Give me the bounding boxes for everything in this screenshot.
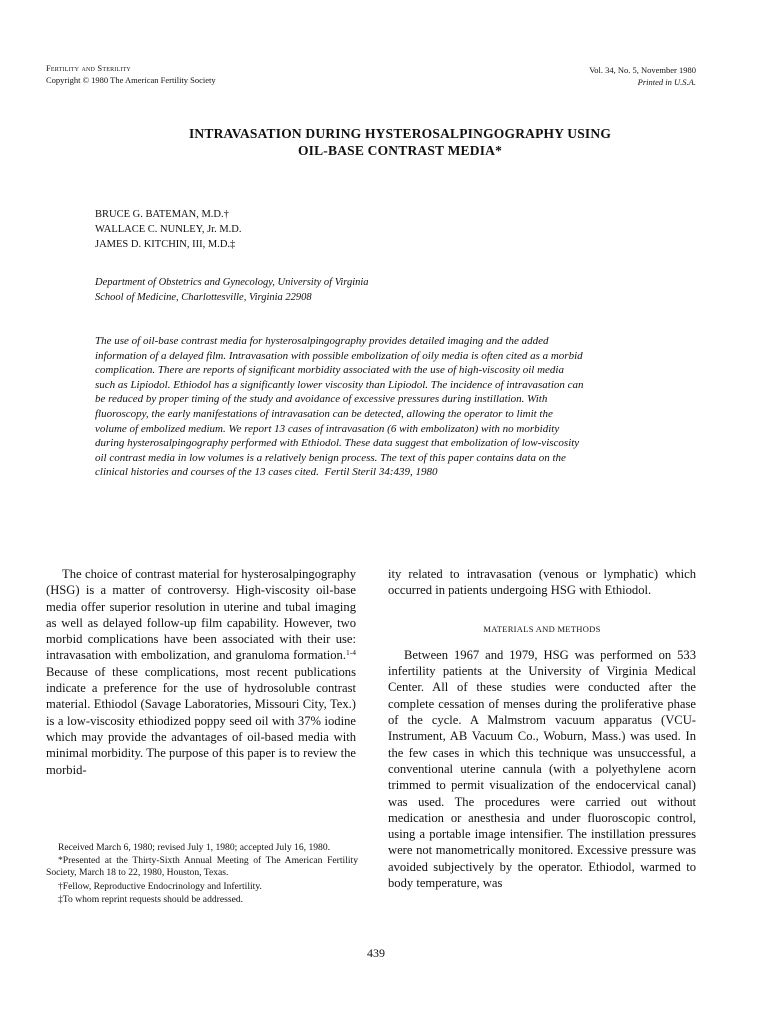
affiliation-line-1: Department of Obstetrics and Gynecology, University of Virginia	[95, 277, 369, 288]
printed-location: Printed in U.S.A.	[637, 77, 696, 87]
author-3: JAMES D. KITCHIN, III, M.D.‡	[95, 239, 236, 250]
abstract-text: The use of oil-base contrast media for hysterosalpingography provides detailed imaging and the added information of a delayed film. Intravasation with possible embolization of oily media is often cited as a morbid complication. There are reports of significant morbidity associated with the use of high-viscosity oil media such as Lipiodol. Ethiodol has a significantly lower viscosity than Lipiodol. The incidence of intravasation can be reduced by proper timing of the study and avoidance of excessive pressures during instillation. With fluoroscopy, the early manifestations of intravasation can be detected, allowing the operator to limit the volume of embolized medium. We report 13 cases of intravasation (6 with embolizaton) with no morbidity during hysterosalpingography performed with Ethiodol. These data suggest that embolization of low-viscosity oil contrast media in low volumes is a relatively benign process. The text of this paper contains data on the clinical histories and courses of the 13 cases cited.	[95, 335, 584, 479]
footnote-fellow: †Fellow, Reproductive Endocrinology and Infertility.	[58, 880, 262, 892]
copyright-line: Copyright © 1980 The American Fertility Society	[46, 75, 216, 85]
footnotes	[46, 842, 358, 907]
section-heading-methods: MATERIALS AND METHODS	[483, 623, 601, 634]
footnote-reprint: ‡To whom reprint requests should be addressed.	[58, 893, 244, 905]
title-line-1: INTRAVASATION DURING HYSTEROSALPINGOGRAPHY USING	[188, 126, 612, 141]
body-column-left	[46, 566, 356, 778]
body-column-right	[388, 566, 696, 891]
abstract-citation: Fertil Steril 34:439, 1980	[324, 466, 438, 479]
intro-continuation: ity related to intravasation (venous or lymphatic) which occurred in patients undergoing HSG with Ethiodol.	[388, 567, 696, 598]
journal-name: Fertility and Sterility	[46, 63, 131, 73]
title-line-2: OIL-BASE CONTRAST MEDIA*	[297, 143, 503, 158]
footnote-presented: *Presented at the Thirty-Sixth Annual Meeting of The American Fertility Society, March 18 to 22, 1980, Houston, Texas.	[46, 855, 358, 879]
affiliation-line-2: School of Medicine, Charlottesville, Virginia 22908	[95, 292, 312, 303]
intro-text-b: Because of these complications, most recent publications indicate a preference for the use of hydrosoluble contrast material. Ethiodol (Savage Laboratories, Missouri City, Tex.) is a low-viscosity ethiodized poppy seed oil with 37% iodine which may provide the advantages of oil-based media with minimal morbidity. The purpose of this paper is to review the morbid-	[46, 664, 356, 777]
intro-text-a: The choice of contrast material for hysterosalpingography (HSG) is a matter of controversy. High-viscosity oil-base media offer superior resolution in uterine and tubal imaging as well as delayed follow-up film capability. However, two morbid complications have been associated with their use: intravasation with embolization, and granuloma formation.	[46, 567, 356, 663]
author-1: BRUCE G. BATEMAN, M.D.†	[95, 209, 229, 220]
article-title	[100, 125, 700, 159]
intro-paragraph	[46, 566, 356, 778]
page-number: 439	[367, 946, 385, 960]
author-list	[95, 207, 242, 252]
footnote-received: Received March 6, 1980; revised July 1, 1980; accepted July 16, 1980.	[58, 842, 331, 853]
affiliation	[95, 275, 369, 305]
journal-header	[46, 62, 216, 86]
methods-paragraph: Between 1967 and 1979, HSG was performed on 533 infertility patients at the University of Virginia Medical Center. All of these studies were conducted after the complete cessation of menses during the proliferative phase of the cycle. A Malmstrom vacuum apparatus (VCU-Instrument, AB Vacuum Co., Woburn, Mass.) was used. In the few cases in which this technique was unsuccessful, a conventional uterine cannula (with a polyethylene acorn trimmed to permit visualization of the endocervical canal) was used. The procedures were carried out without medication or anesthesia and under fluoroscopic control, using a portable image intensifier. The instillation pressures were not manometrically monitored. Excessive pressure was avoided subjectively by the operator. Ethiodol, warmed to body temperature, was	[388, 647, 696, 891]
author-2: WALLACE C. NUNLEY, Jr. M.D.	[95, 224, 242, 235]
abstract	[95, 334, 585, 480]
issue-header	[589, 64, 696, 88]
reference-marker: 1-4	[346, 648, 356, 658]
volume-info: Vol. 34, No. 5, November 1980	[589, 65, 696, 75]
